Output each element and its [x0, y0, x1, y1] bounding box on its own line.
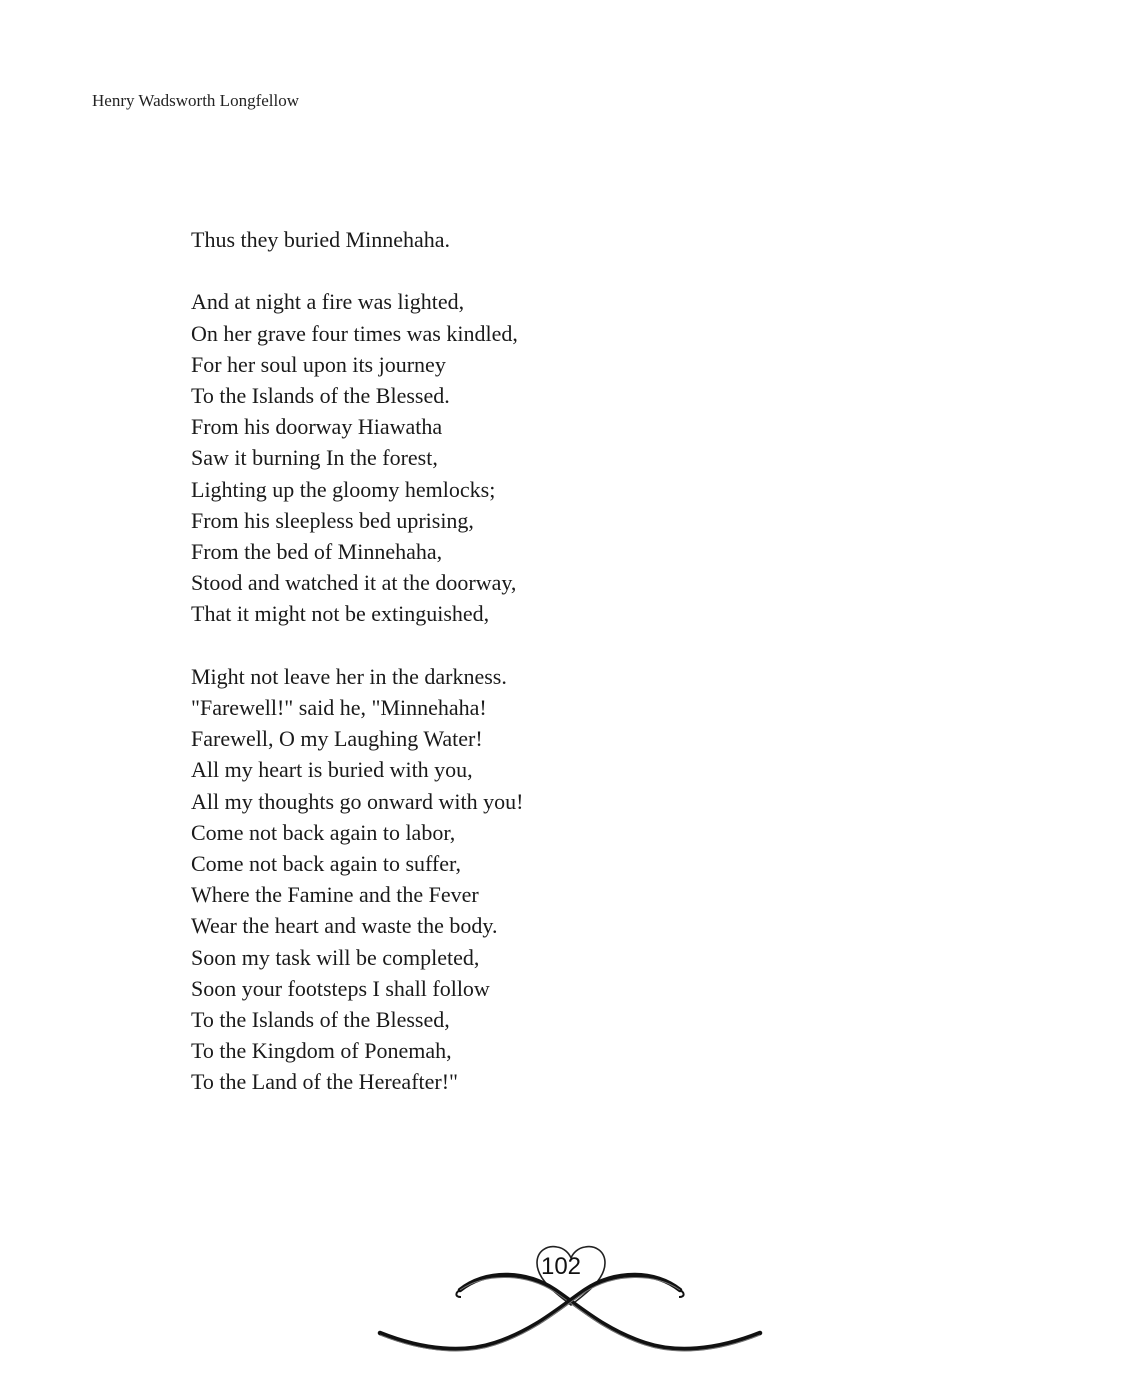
poem-line: To the Islands of the Blessed,: [191, 1007, 450, 1033]
poem-line: All my thoughts go onward with you!: [191, 788, 524, 814]
poem-line: From his doorway Hiawatha: [191, 414, 443, 440]
poem-line: Thus they buried Minnehaha.: [191, 227, 451, 252]
poem-line: Might not leave her in the darkness.: [191, 663, 507, 689]
running-header-author: Henry Wadsworth Longfellow: [92, 91, 299, 110]
poem-line: From the bed of Minnehaha,: [191, 539, 443, 565]
poem-line: To the Islands of the Blessed.: [191, 383, 450, 408]
poem-line: For her soul upon its journey: [191, 351, 446, 377]
poem-line: Come not back again to labor,: [191, 819, 456, 845]
stanza-2: [191, 286, 791, 629]
poem-line: Where the Famine and the Fever: [191, 882, 479, 908]
poem-line: Farewell, O my Laughing Water!: [191, 726, 483, 752]
poem-line: Wear the heart and waste the body.: [191, 913, 498, 939]
poem-line: That it might not be extinguished,: [191, 601, 490, 627]
poem-line: Lighting up the gloomy hemlocks;: [191, 476, 496, 502]
stanza-break: [191, 630, 791, 661]
poem-line: All my heart is buried with you,: [191, 757, 473, 783]
stanza-break: [191, 255, 791, 286]
page-number: 102: [540, 1253, 582, 1280]
poem-body: [191, 224, 791, 1098]
poem-line: Stood and watched it at the doorway,: [191, 570, 517, 596]
poem-line: To the Land of the Hereafter!": [191, 1069, 459, 1095]
poem-line: On her grave four times was kindled,: [191, 320, 518, 346]
poem-line: Come not back again to suffer,: [191, 851, 461, 877]
poem-line: Soon your footsteps I shall follow: [191, 975, 490, 1001]
stanza-1: [191, 224, 791, 255]
stanza-3: [191, 661, 791, 1098]
poem-line: To the Kingdom of Ponemah,: [191, 1038, 452, 1064]
poem-line: And at night a fire was lighted,: [191, 289, 465, 315]
poem-line: From his sleepless bed uprising,: [191, 507, 474, 533]
poem-line: Saw it burning In the forest,: [191, 445, 438, 471]
poem-line: "Farewell!" said he, "Minnehaha!: [191, 695, 487, 721]
poem-line: Soon my task will be completed,: [191, 944, 480, 970]
